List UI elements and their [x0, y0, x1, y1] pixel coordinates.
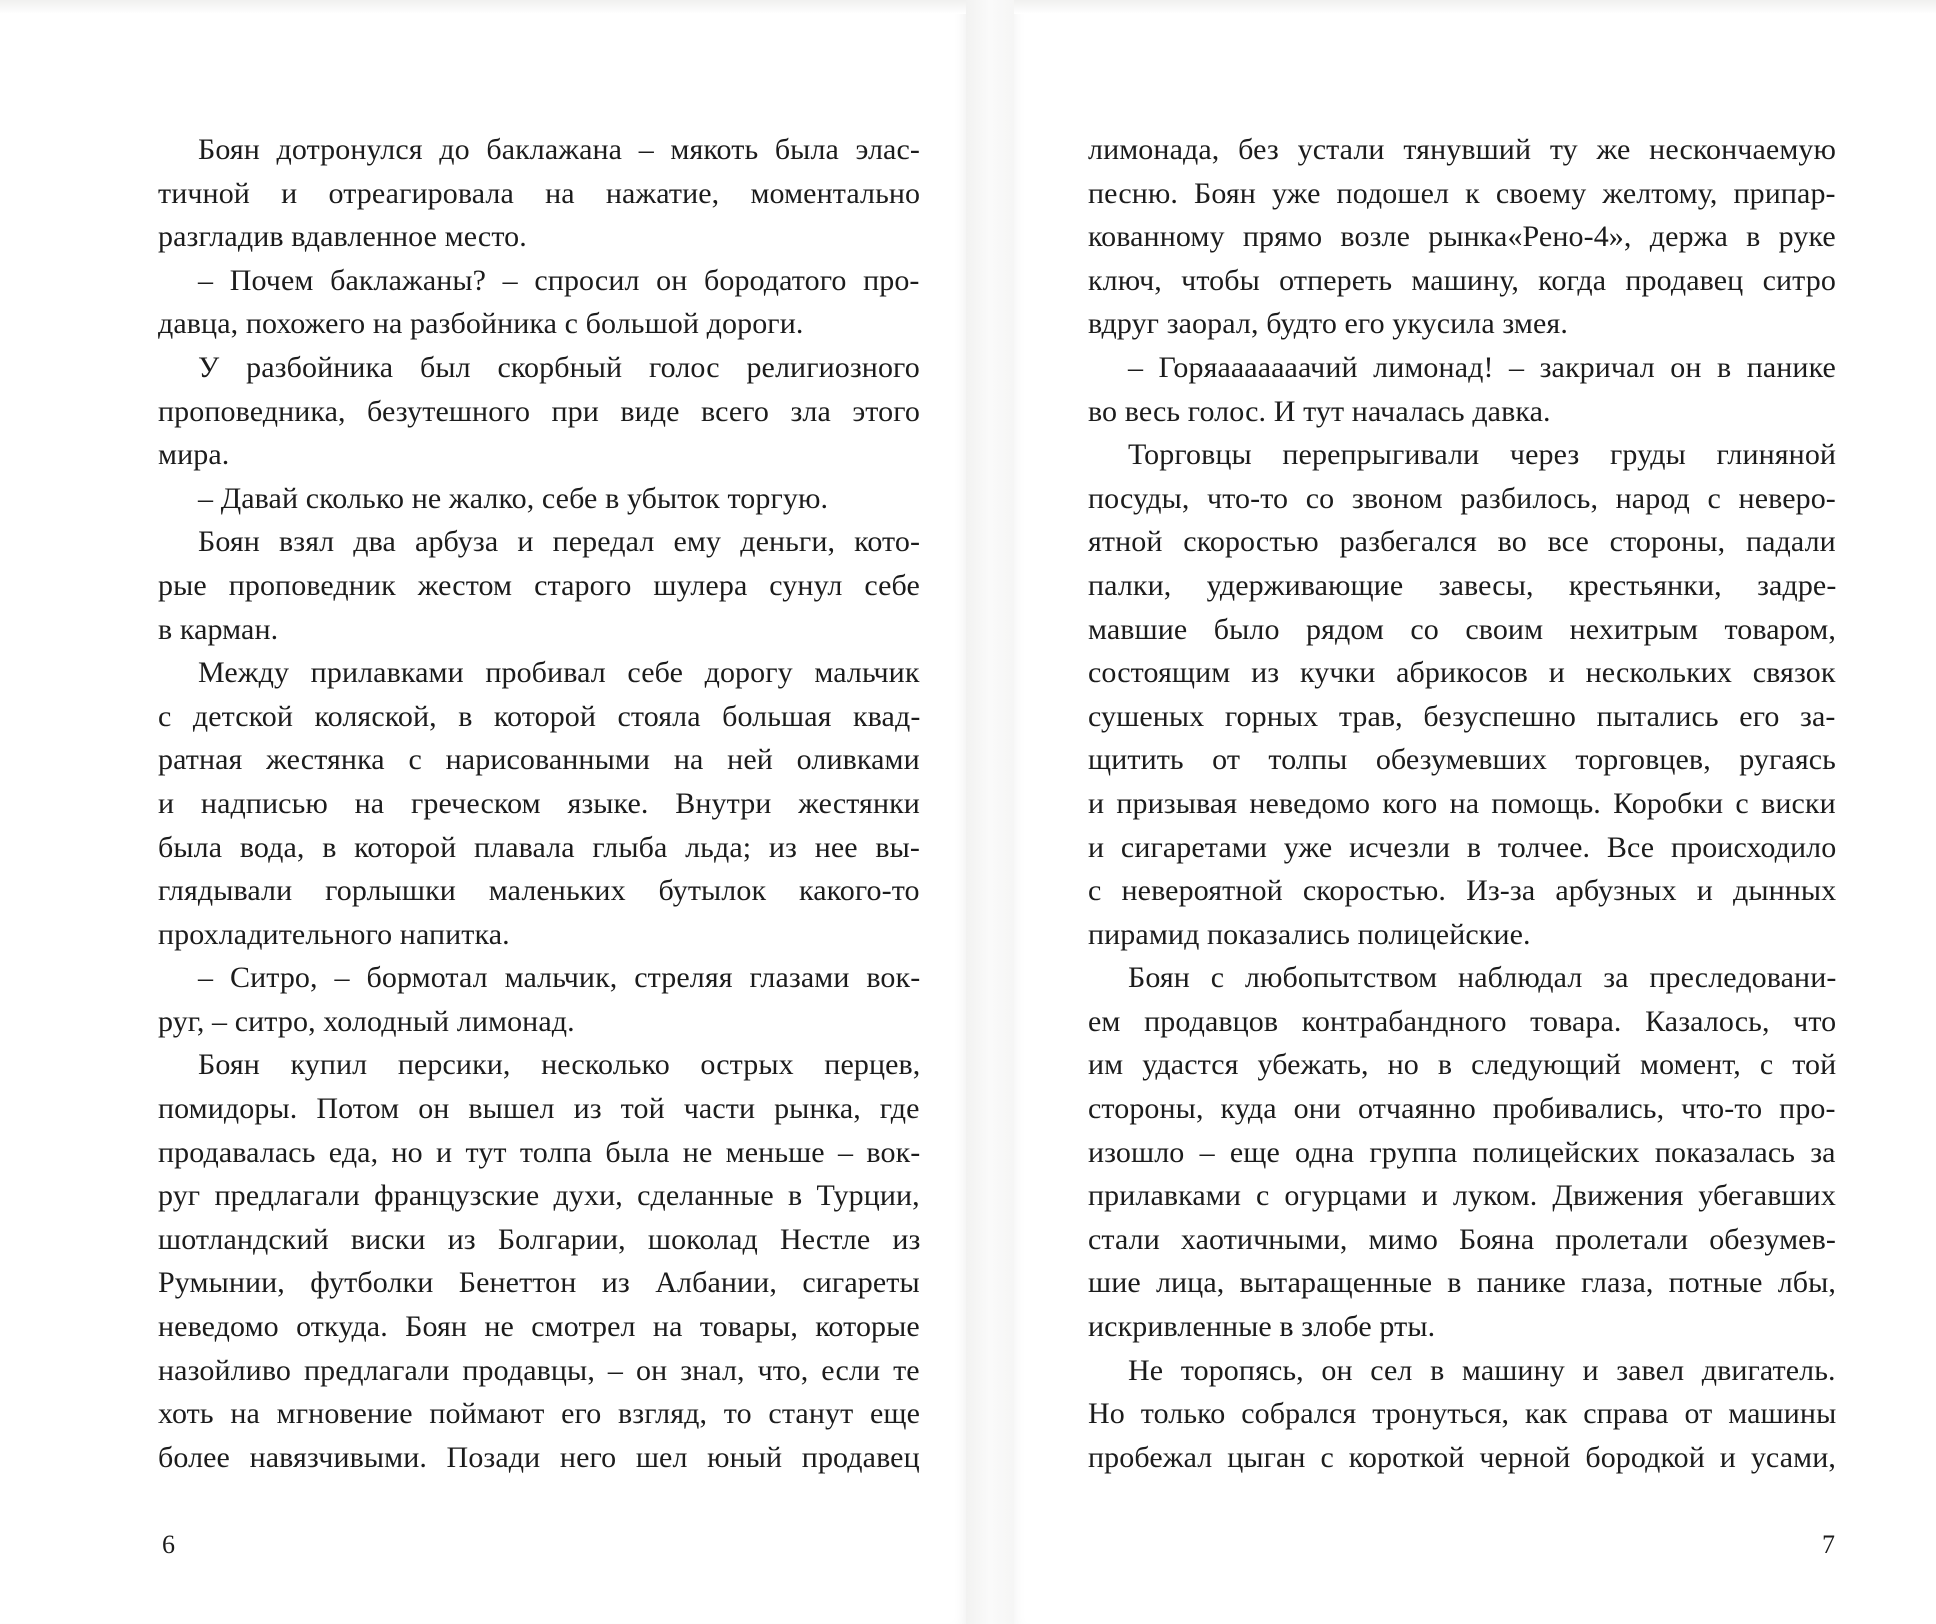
text-line: мира.: [158, 438, 230, 472]
text-line: и надписью на греческом языке. Внутри жестянки: [158, 786, 920, 820]
text-line: Боян дотронулся до баклажана – мякоть была элас-: [198, 133, 920, 166]
right-page-top-shadow: [1014, 0, 1936, 14]
text-line: глядывали горлышки маленьких бутылок какого-то: [158, 874, 920, 908]
text-line: ем продавцов контрабандного товара. Казалось, что: [1088, 1004, 1837, 1038]
text-line: назойливо предлагали продавцы, – он знал, что, если те: [158, 1353, 920, 1387]
right-page-text: [1088, 128, 1836, 1479]
text-line: – Ситро, – бормотал мальчик, стреляя глазами вок-: [198, 961, 921, 995]
text-line: разгладив вдавленное место.: [158, 220, 527, 254]
text-line: ятной скоростью разбегался во все стороны, падали: [1088, 525, 1836, 559]
text-line: шие лица, вытаращенные в панике глаза, потные лбы,: [1088, 1266, 1836, 1300]
text-line: Румынии, футболки Бенеттон из Албании, сигареты: [158, 1266, 920, 1300]
text-line: Боян купил персики, несколько острых перцев,: [198, 1048, 921, 1082]
text-line: рые проповедник жестом старого шулера сунул себе: [158, 568, 920, 602]
page-number-left: 6: [162, 1530, 175, 1559]
text-line: прохладительного напитка.: [158, 917, 510, 951]
text-line: была вода, в которой плавала глыба льда; из нее вы-: [158, 830, 921, 864]
text-line: лимонада, без устали тянувший ту же нескончаемую: [1088, 133, 1837, 166]
text-line: давца, похожего на разбойника с большой дороги.: [158, 307, 804, 341]
text-line: – Горяааааааачий лимонад! – закричал он в панике: [1128, 350, 1836, 384]
text-line: – Давай сколько не жалко, себе в убыток торгую.: [198, 481, 829, 515]
text-line: продавалась еда, но и тут толпа была не меньше – вок-: [158, 1135, 921, 1169]
left-page-text: [158, 128, 920, 1479]
text-line: кованному прямо возле рынка«Рено-4», держа в руке: [1088, 220, 1836, 254]
text-line: ключ, чтобы отпереть машину, когда продавец ситро: [1088, 263, 1836, 297]
text-line: Торговцы перепрыгивали через груды глиняной: [1128, 438, 1837, 472]
text-line: помидоры. Потом он вышел из той части рынка, где: [158, 1092, 920, 1126]
left-page-top-shadow: [0, 0, 966, 14]
text-line: прилавками с огурцами и луком. Движения убегавших: [1088, 1179, 1836, 1213]
text-line: Боян взял два арбуза и передал ему деньги, кото-: [198, 525, 921, 559]
text-line: с невероятной скоростью. Из-за арбузных и дынных: [1088, 874, 1837, 908]
page-number-right: 7: [1822, 1530, 1835, 1559]
text-line: и сигаретами уже исчезли в толчее. Все происходило: [1088, 830, 1837, 864]
text-line: проповедника, безутешного при виде всего зла этого: [158, 394, 920, 428]
text-line: более навязчивыми. Позади него шел юный продавец: [158, 1440, 920, 1474]
text-line: вдруг заорал, будто его укусила змея.: [1088, 307, 1568, 341]
text-line: руг, – ситро, холодный лимонад.: [158, 1004, 575, 1038]
text-line: руг предлагали французские духи, сделанные в Турции,: [158, 1179, 920, 1213]
text-line: посуды, что-то со звоном разбилось, народ с неверо-: [1088, 481, 1836, 515]
text-line: тичной и отреагировала на нажатие, моментально: [158, 176, 921, 210]
text-line: – Почем баклажаны? – спросил он бородатого про-: [198, 263, 920, 297]
text-line: искривленные в злобе рты.: [1088, 1310, 1436, 1344]
text-line: Но только собрался тронуться, как справа от машины: [1088, 1397, 1837, 1431]
text-line: палки, удерживающие завесы, крестьянки, задре-: [1088, 568, 1837, 602]
text-line: с детской коляской, в которой стояла большая квад-: [158, 699, 921, 733]
text-line: шотландский виски из Болгарии, шоколад Нестле из: [158, 1222, 921, 1256]
text-line: стали хаотичными, мимо Бояна пролетали обезумев-: [1088, 1222, 1836, 1256]
text-line: неведомо откуда. Боян не смотрел на товары, которые: [158, 1310, 920, 1344]
text-line: в карман.: [158, 612, 279, 646]
text-line: изошло – еще одна группа полицейских показалась за: [1088, 1135, 1836, 1169]
text-line: стороны, куда они отчаянно пробивались, что-то про-: [1088, 1092, 1836, 1126]
text-line: У разбойника был скорбный голос религиозного: [198, 350, 920, 384]
text-line: во весь голос. И тут началась давка.: [1088, 394, 1551, 428]
text-line: мавшие было рядом со своим нехитрым товаром,: [1088, 612, 1836, 646]
text-line: Не торопясь, он сел в машину и завел двигатель.: [1128, 1353, 1836, 1387]
text-line: Боян с любопытством наблюдал за преследовани-: [1128, 961, 1837, 995]
text-line: пирамид показались полицейские.: [1088, 917, 1531, 951]
book-gutter: [966, 0, 1014, 1624]
text-line: состоящим из кучки абрикосов и нескольких связок: [1088, 656, 1836, 690]
text-line: им удастся убежать, но в следующий момент, с той: [1088, 1048, 1837, 1082]
text-line: песню. Боян уже подошел к своему желтому, припар-: [1088, 176, 1836, 210]
text-line: хоть на мгновение поймают его взгляд, то станут еще: [158, 1397, 921, 1431]
text-line: пробежал цыган с короткой черной бородкой и усами,: [1088, 1440, 1836, 1474]
text-line: сушеных горных трав, безуспешно пытались его за-: [1088, 699, 1836, 733]
text-line: Между прилавками пробивал себе дорогу мальчик: [198, 656, 920, 690]
text-line: ратная жестянка с нарисованными на ней оливками: [158, 743, 920, 777]
text-line: и призывая неведомо кого на помощь. Коробки с виски: [1088, 786, 1836, 820]
text-line: щитить от толпы обезумевших торговцев, ругаясь: [1088, 743, 1836, 777]
